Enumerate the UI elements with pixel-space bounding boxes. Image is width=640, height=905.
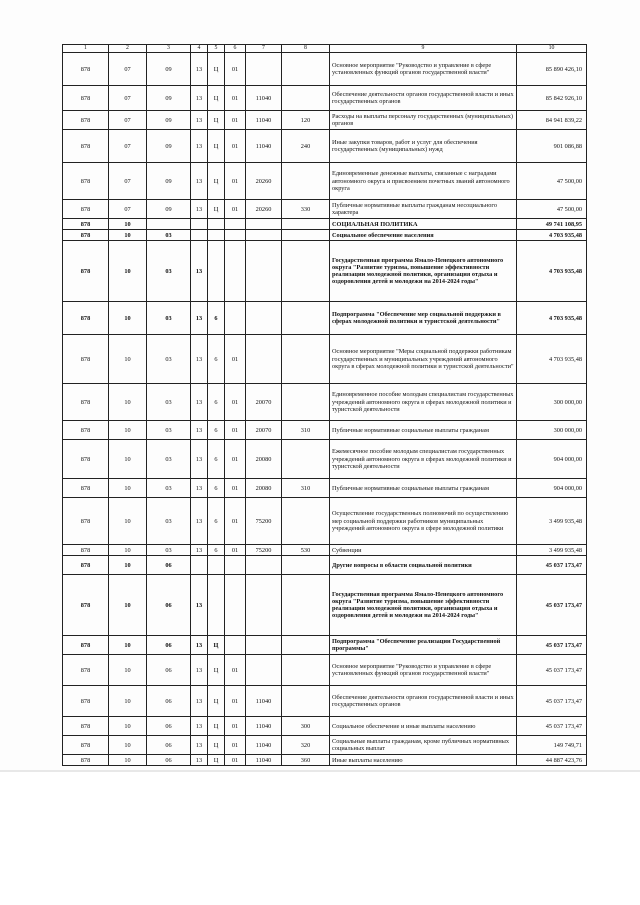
subprogram-code-cell [208,219,225,230]
amount-cell: 45 037 173,47 [517,686,587,717]
item-name-cell: Основное мероприятие "Руководство и управление в сфере установленных функций органов государственной власти" [330,655,517,686]
direction-code-cell [246,219,282,230]
ministry-code-cell: 878 [63,636,109,655]
item-name-cell: Расходы на выплаты персоналу государственных (муниципальных) органов [330,111,517,130]
column-number: 1 [63,45,109,53]
subsection-code-cell: 03 [147,302,191,335]
subsection-code-cell: 06 [147,575,191,636]
column-number: 7 [246,45,282,53]
program-code-cell: 13 [191,717,208,736]
subprogram-code-cell: 6 [208,440,225,479]
budget-table [62,44,587,766]
subprogram-code-cell: Ц [208,163,225,200]
program-code-cell: 13 [191,163,208,200]
amount-cell: 3 499 935,48 [517,498,587,545]
item-name-cell: Публичные нормативные выплаты гражданам несоциального характера [330,200,517,219]
expense-type-code-cell [282,335,330,384]
subprogram-code-cell [208,556,225,575]
expense-type-code-cell: 310 [282,421,330,440]
table-row [63,755,587,766]
program-code-cell: 13 [191,421,208,440]
subsection-code-cell: 09 [147,53,191,86]
subprogram-code-cell: Ц [208,655,225,686]
program-code-cell: 13 [191,440,208,479]
expense-type-code-cell [282,384,330,421]
measure-code-cell [225,241,246,302]
amount-cell: 84 941 839,22 [517,111,587,130]
column-number: 10 [517,45,587,53]
program-code-cell: 13 [191,200,208,219]
subsection-code-cell: 03 [147,421,191,440]
section-code-cell: 10 [109,498,147,545]
column-number: 4 [191,45,208,53]
program-code-cell: 13 [191,479,208,498]
table-row [63,384,587,421]
ministry-code-cell: 878 [63,163,109,200]
subsection-code-cell: 09 [147,163,191,200]
item-name-cell: Основное мероприятие "Меры социальной поддержки работникам государственных и муниципальных учреждений автономного округа в сферах молодежной политики и туристской деятельности" [330,335,517,384]
subprogram-code-cell: 6 [208,545,225,556]
measure-code-cell: 01 [225,545,246,556]
measure-code-cell: 01 [225,440,246,479]
amount-cell: 3 499 935,48 [517,545,587,556]
direction-code-cell: 75200 [246,545,282,556]
item-name-cell: Другие вопросы в области социальной политики [330,556,517,575]
program-code-cell [191,219,208,230]
subprogram-code-cell: 6 [208,498,225,545]
expense-type-code-cell [282,86,330,111]
measure-code-cell: 01 [225,163,246,200]
subsection-code-cell: 06 [147,717,191,736]
direction-code-cell: 11040 [246,111,282,130]
ministry-code-cell: 878 [63,498,109,545]
expense-type-code-cell [282,230,330,241]
program-code-cell: 13 [191,755,208,766]
expense-type-code-cell [282,302,330,335]
subprogram-code-cell: Ц [208,130,225,163]
column-number: 3 [147,45,191,53]
ministry-code-cell: 878 [63,53,109,86]
direction-code-cell: 75200 [246,498,282,545]
subprogram-code-cell [208,241,225,302]
subsection-code-cell: 09 [147,86,191,111]
expense-type-code-cell [282,636,330,655]
ministry-code-cell: 878 [63,86,109,111]
subsection-code-cell: 03 [147,384,191,421]
item-name-cell: Иные закупки товаров, работ и услуг для обеспечения государственных (муниципальных) нужд [330,130,517,163]
measure-code-cell: 01 [225,498,246,545]
item-name-cell: Подпрограмма "Обеспечение реализации Государственной программы" [330,636,517,655]
subprogram-code-cell: 6 [208,479,225,498]
ministry-code-cell: 878 [63,302,109,335]
subsection-code-cell: 06 [147,736,191,755]
table-row [63,736,587,755]
subprogram-code-cell: Ц [208,736,225,755]
subprogram-code-cell [208,575,225,636]
ministry-code-cell: 878 [63,230,109,241]
item-name-cell: Ежемесячное пособие молодым специалистам государственных учреждений автономного округа в сферах молодежной политики и туристской деятельности [330,440,517,479]
table-row [63,86,587,111]
subsection-code-cell: 09 [147,130,191,163]
ministry-code-cell: 878 [63,111,109,130]
expense-type-code-cell [282,556,330,575]
subsection-code-cell: 03 [147,241,191,302]
measure-code-cell: 01 [225,686,246,717]
table-row [63,655,587,686]
direction-code-cell [246,556,282,575]
amount-cell: 300 000,00 [517,384,587,421]
direction-code-cell: 20260 [246,200,282,219]
direction-code-cell: 11040 [246,736,282,755]
subsection-code-cell: 03 [147,479,191,498]
expense-type-code-cell: 320 [282,736,330,755]
amount-cell: 4 703 935,48 [517,302,587,335]
ministry-code-cell: 878 [63,479,109,498]
measure-code-cell: 01 [225,335,246,384]
subprogram-code-cell: Ц [208,755,225,766]
program-code-cell: 13 [191,335,208,384]
amount-cell: 45 037 173,47 [517,636,587,655]
table-row [63,498,587,545]
column-number: 8 [282,45,330,53]
subprogram-code-cell: Ц [208,86,225,111]
section-code-cell: 07 [109,130,147,163]
subsection-code-cell: 09 [147,111,191,130]
subsection-code-cell: 06 [147,556,191,575]
subsection-code-cell: 03 [147,498,191,545]
ministry-code-cell: 878 [63,241,109,302]
program-code-cell: 13 [191,545,208,556]
item-name-cell: Подпрограмма "Обеспечение мер социальной поддержки в сферах молодежной политики и туристской деятельности" [330,302,517,335]
section-code-cell: 10 [109,556,147,575]
table-row [63,302,587,335]
expense-type-code-cell [282,575,330,636]
ministry-code-cell: 878 [63,736,109,755]
section-code-cell: 07 [109,86,147,111]
program-code-cell: 13 [191,655,208,686]
table-row [63,130,587,163]
item-name-cell: Осуществление государственных полномочий по осуществлению мер социальной поддержки работников муниципальных учреждений автономного округа в сфере молодежной политики [330,498,517,545]
subsection-code-cell: 06 [147,755,191,766]
section-code-cell: 10 [109,717,147,736]
amount-cell: 4 703 935,48 [517,241,587,302]
expense-type-code-cell [282,219,330,230]
table-row [63,440,587,479]
direction-code-cell [246,53,282,86]
table-row [63,335,587,384]
measure-code-cell [225,556,246,575]
subprogram-code-cell: Ц [208,111,225,130]
table-row [63,421,587,440]
section-code-cell: 10 [109,230,147,241]
column-number: 5 [208,45,225,53]
direction-code-cell: 11040 [246,755,282,766]
ministry-code-cell: 878 [63,335,109,384]
subsection-code-cell: 09 [147,200,191,219]
direction-code-cell [246,575,282,636]
direction-code-cell [246,335,282,384]
subprogram-code-cell: 6 [208,384,225,421]
section-code-cell: 10 [109,241,147,302]
amount-cell: 904 000,00 [517,479,587,498]
subsection-code-cell [147,219,191,230]
amount-cell: 47 500,00 [517,200,587,219]
item-name-cell: Единовременные денежные выплаты, связанные с наградами автономного округа и присвоением почетных званий автономного округа [330,163,517,200]
measure-code-cell: 01 [225,736,246,755]
program-code-cell [191,230,208,241]
table-row [63,545,587,556]
program-code-cell: 13 [191,86,208,111]
ministry-code-cell: 878 [63,717,109,736]
column-number: 6 [225,45,246,53]
subsection-code-cell: 06 [147,655,191,686]
item-name-cell: Единовременное пособие молодым специалистам государственных учреждений автономного округа в сферах молодежной политики и туристской деятельности [330,384,517,421]
measure-code-cell [225,636,246,655]
table-row [63,111,587,130]
subprogram-code-cell: 6 [208,421,225,440]
program-code-cell: 13 [191,302,208,335]
table-row [63,686,587,717]
direction-code-cell: 20080 [246,440,282,479]
amount-cell: 44 887 423,76 [517,755,587,766]
expense-type-code-cell: 330 [282,200,330,219]
section-code-cell: 10 [109,755,147,766]
direction-code-cell [246,655,282,686]
subprogram-code-cell: 6 [208,335,225,384]
direction-code-cell: 20260 [246,163,282,200]
section-code-cell: 10 [109,335,147,384]
amount-cell: 45 037 173,47 [517,575,587,636]
program-code-cell: 13 [191,53,208,86]
ministry-code-cell: 878 [63,421,109,440]
section-code-cell: 07 [109,200,147,219]
ministry-code-cell: 878 [63,556,109,575]
section-code-cell: 10 [109,440,147,479]
direction-code-cell: 11040 [246,686,282,717]
direction-code-cell: 11040 [246,130,282,163]
subprogram-code-cell: 6 [208,302,225,335]
subsection-code-cell: 03 [147,440,191,479]
measure-code-cell [225,575,246,636]
direction-code-cell [246,302,282,335]
section-code-cell: 10 [109,636,147,655]
measure-code-cell: 01 [225,717,246,736]
table-row [63,230,587,241]
program-code-cell: 13 [191,636,208,655]
table-row [63,717,587,736]
expense-type-code-cell: 240 [282,130,330,163]
section-code-cell: 07 [109,111,147,130]
section-code-cell: 10 [109,421,147,440]
direction-code-cell: 20070 [246,421,282,440]
measure-code-cell: 01 [225,384,246,421]
section-code-cell: 07 [109,163,147,200]
amount-cell: 149 749,71 [517,736,587,755]
item-name-cell: Обеспечение деятельности органов государственной власти и иных государственных органов [330,686,517,717]
subprogram-code-cell [208,230,225,241]
amount-cell: 85 842 926,10 [517,86,587,111]
measure-code-cell: 01 [225,200,246,219]
expense-type-code-cell: 120 [282,111,330,130]
amount-cell: 300 000,00 [517,421,587,440]
expense-type-code-cell [282,440,330,479]
column-number: 2 [109,45,147,53]
item-name-cell: СОЦИАЛЬНАЯ ПОЛИТИКА [330,219,517,230]
subprogram-code-cell: Ц [208,53,225,86]
expense-type-code-cell [282,686,330,717]
section-code-cell: 10 [109,384,147,421]
expense-type-code-cell: 360 [282,755,330,766]
program-code-cell: 13 [191,111,208,130]
measure-code-cell: 01 [225,655,246,686]
measure-code-cell: 01 [225,130,246,163]
item-name-cell: Государственная программа Ямало-Ненецкого автономного округа "Развитие туризма, повышение эффективности реализации молодежной политики, организация отдыха и оздоровления детей и молодежи на 2014-2024 годы" [330,575,517,636]
ministry-code-cell: 878 [63,384,109,421]
item-name-cell: Государственная программа Ямало-Ненецкого автономного округа "Развитие туризма, повышение эффективности реализации молодежной политики, организация отдыха и оздоровления детей и молодежи на 2014-2024 годы" [330,241,517,302]
section-code-cell: 10 [109,545,147,556]
ministry-code-cell: 878 [63,755,109,766]
direction-code-cell [246,241,282,302]
program-code-cell: 13 [191,686,208,717]
column-number-row [63,45,587,53]
section-code-cell: 10 [109,302,147,335]
measure-code-cell: 01 [225,111,246,130]
ministry-code-cell: 878 [63,440,109,479]
program-code-cell: 13 [191,384,208,421]
expense-type-code-cell [282,53,330,86]
item-name-cell: Публичные нормативные социальные выплаты гражданам [330,421,517,440]
column-number: 9 [330,45,517,53]
ministry-code-cell: 878 [63,200,109,219]
program-code-cell [191,556,208,575]
ministry-code-cell: 878 [63,655,109,686]
measure-code-cell [225,302,246,335]
expense-type-code-cell: 310 [282,479,330,498]
table-row [63,219,587,230]
section-code-cell: 10 [109,479,147,498]
direction-code-cell: 11040 [246,86,282,111]
program-code-cell: 13 [191,498,208,545]
table-row [63,200,587,219]
subsection-code-cell: 06 [147,686,191,717]
amount-cell: 904 000,00 [517,440,587,479]
item-name-cell: Социальное обеспечение населения [330,230,517,241]
amount-cell: 45 037 173,47 [517,655,587,686]
section-code-cell: 10 [109,575,147,636]
measure-code-cell [225,219,246,230]
amount-cell: 45 037 173,47 [517,717,587,736]
subprogram-code-cell: Ц [208,717,225,736]
direction-code-cell: 20080 [246,479,282,498]
table-row [63,575,587,636]
amount-cell: 4 703 935,48 [517,230,587,241]
subsection-code-cell: 03 [147,335,191,384]
section-code-cell: 10 [109,686,147,717]
ministry-code-cell: 878 [63,686,109,717]
item-name-cell: Публичные нормативные социальные выплаты гражданам [330,479,517,498]
measure-code-cell [225,230,246,241]
item-name-cell: Иные выплаты населению [330,755,517,766]
subsection-code-cell: 03 [147,545,191,556]
table-row [63,163,587,200]
ministry-code-cell: 878 [63,219,109,230]
expense-type-code-cell [282,498,330,545]
program-code-cell: 13 [191,575,208,636]
amount-cell: 901 086,88 [517,130,587,163]
program-code-cell: 13 [191,130,208,163]
direction-code-cell: 20070 [246,384,282,421]
section-code-cell: 10 [109,219,147,230]
direction-code-cell [246,636,282,655]
table-row [63,636,587,655]
expense-type-code-cell [282,163,330,200]
measure-code-cell: 01 [225,421,246,440]
table-row [63,241,587,302]
program-code-cell: 13 [191,241,208,302]
direction-code-cell: 11040 [246,717,282,736]
section-code-cell: 07 [109,53,147,86]
subprogram-code-cell: Ц [208,686,225,717]
amount-cell: 85 890 426,10 [517,53,587,86]
expense-type-code-cell [282,241,330,302]
amount-cell: 45 037 173,47 [517,556,587,575]
subprogram-code-cell: Ц [208,200,225,219]
ministry-code-cell: 878 [63,575,109,636]
item-name-cell: Обеспечение деятельности органов государственной власти и иных государственных органов [330,86,517,111]
expense-type-code-cell: 530 [282,545,330,556]
ministry-code-cell: 878 [63,545,109,556]
measure-code-cell: 01 [225,86,246,111]
table-row [63,479,587,498]
amount-cell: 47 500,00 [517,163,587,200]
measure-code-cell: 01 [225,479,246,498]
ministry-code-cell: 878 [63,130,109,163]
item-name-cell: Субвенции [330,545,517,556]
table-row [63,556,587,575]
expense-type-code-cell: 300 [282,717,330,736]
item-name-cell: Социальное обеспечение и иные выплаты населению [330,717,517,736]
direction-code-cell [246,230,282,241]
section-code-cell: 10 [109,655,147,686]
budget-table-sheet [62,44,586,766]
subsection-code-cell: 03 [147,230,191,241]
subsection-code-cell: 06 [147,636,191,655]
table-row [63,53,587,86]
item-name-cell: Основное мероприятие "Руководство и управление в сфере установленных функций органов государственной власти" [330,53,517,86]
amount-cell: 49 741 108,95 [517,219,587,230]
subprogram-code-cell: Ц [208,636,225,655]
measure-code-cell: 01 [225,53,246,86]
program-code-cell: 13 [191,736,208,755]
measure-code-cell: 01 [225,755,246,766]
amount-cell: 4 703 935,48 [517,335,587,384]
item-name-cell: Социальные выплаты гражданам, кроме публичных нормативных социальных выплат [330,736,517,755]
expense-type-code-cell [282,655,330,686]
section-code-cell: 10 [109,736,147,755]
